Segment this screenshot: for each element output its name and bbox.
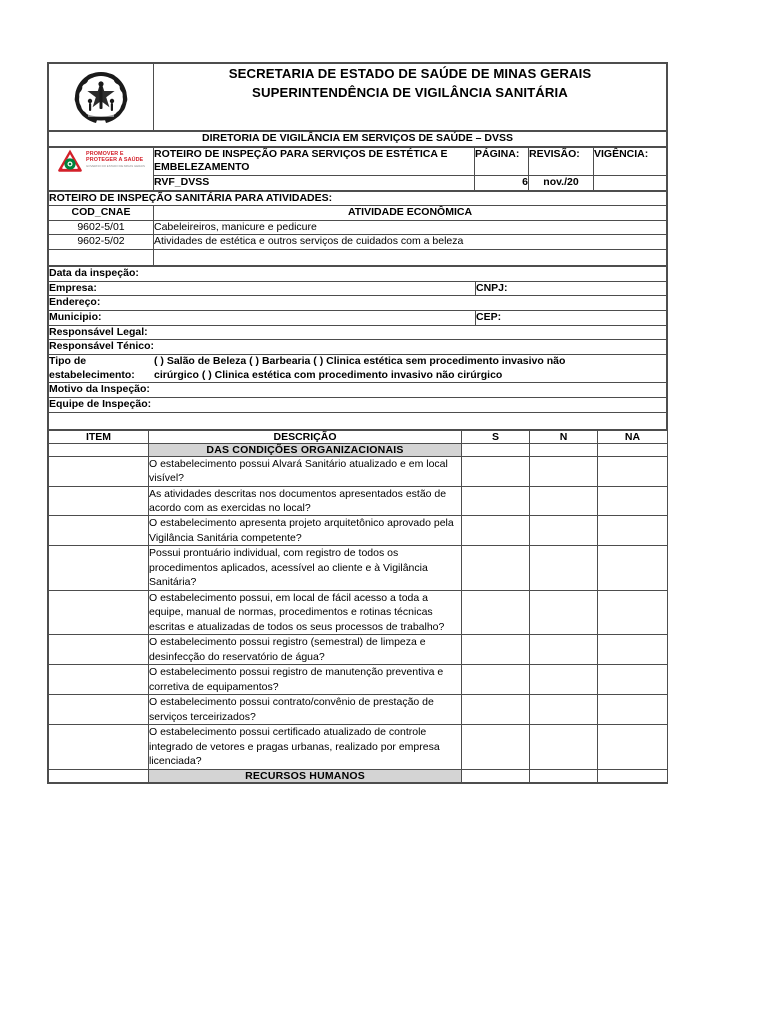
answer-cell-n[interactable] <box>530 443 598 456</box>
pagina-value: 6 <box>475 175 529 190</box>
answer-cell-na[interactable] <box>598 695 668 725</box>
field-tipo-estabelecimento[interactable] <box>49 354 667 382</box>
activities-table <box>48 191 667 267</box>
column-header-descricao: DESCRIÇÃO <box>149 430 462 443</box>
table-row <box>49 235 667 250</box>
field-row-responsavel-legal <box>49 325 667 340</box>
document-code: RVF_DVSS <box>154 175 475 190</box>
answer-cell-na[interactable] <box>598 443 668 456</box>
field-municipio[interactable]: Municipio: <box>49 311 476 326</box>
answer-cell-s[interactable] <box>462 695 530 725</box>
answer-cell-na[interactable] <box>598 769 668 782</box>
checklist-table <box>48 430 668 783</box>
item-cell[interactable] <box>49 769 149 782</box>
column-header-s: S <box>462 430 530 443</box>
item-cell[interactable] <box>49 546 149 590</box>
table-row <box>49 665 668 695</box>
answer-cell-na[interactable] <box>598 546 668 590</box>
answer-cell-n[interactable] <box>530 486 598 516</box>
tipo-label-line-2: estabelecimento: <box>49 368 135 381</box>
cnae-activity: Atividades de estética e outros serviços de cuidados com a beleza <box>154 235 667 250</box>
crest-cell <box>49 64 154 131</box>
question-text: O estabelecimento possui certificado atualizado de controle integrado de vetores e pragas urbanas, realizado por empresa licenciada? <box>149 725 462 769</box>
field-data-inspecao[interactable]: Data da inspeção: <box>49 267 667 282</box>
table-row <box>49 546 668 590</box>
section-row <box>49 769 668 782</box>
checklist-header-row <box>49 430 668 443</box>
item-cell[interactable] <box>49 590 149 634</box>
question-text: O estabelecimento possui Alvará Sanitário atualizado e em local visível? <box>149 456 462 486</box>
answer-cell-na[interactable] <box>598 456 668 486</box>
item-cell[interactable] <box>49 516 149 546</box>
table-row <box>49 456 668 486</box>
directorate-band-table <box>48 131 667 147</box>
answer-cell-n[interactable] <box>530 546 598 590</box>
activities-heading-row <box>49 191 667 206</box>
column-label-cod-cnae: COD_CNAE <box>49 206 154 221</box>
answer-cell-n[interactable] <box>530 769 598 782</box>
column-label-revisao: REVISÃO: <box>529 147 594 175</box>
directorate-band: DIRETORIA DE VIGILÂNCIA EM SERVIÇOS DE SAÚDE – DVSS <box>49 132 667 147</box>
answer-cell-s[interactable] <box>462 486 530 516</box>
field-cnpj[interactable]: CNPJ: <box>476 281 667 296</box>
item-cell[interactable] <box>49 486 149 516</box>
table-row <box>49 220 667 235</box>
answer-cell-n[interactable] <box>530 516 598 546</box>
directorate-band-row <box>49 132 667 147</box>
masthead-table <box>48 63 667 131</box>
field-row-empresa <box>49 281 667 296</box>
item-cell[interactable] <box>49 456 149 486</box>
answer-cell-n[interactable] <box>530 725 598 769</box>
table-row <box>49 250 667 266</box>
answer-cell-n[interactable] <box>530 456 598 486</box>
answer-cell-na[interactable] <box>598 665 668 695</box>
answer-cell-na[interactable] <box>598 516 668 546</box>
logo-subtext: GOVERNO DO ESTADO DE MINAS GERAIS <box>86 163 145 168</box>
column-header-na: NA <box>598 430 668 443</box>
table-row <box>49 516 668 546</box>
answer-cell-s[interactable] <box>462 456 530 486</box>
item-cell[interactable] <box>49 635 149 665</box>
field-responsavel-legal[interactable]: Responsável Legal: <box>49 325 667 340</box>
cnae-activity: Cabeleireiros, manicure e pedicure <box>154 220 667 235</box>
logo-cell <box>49 147 154 190</box>
question-text: O estabelecimento possui, em local de fácil acesso a toda a equipe, manual de normas, procedimentos e rotinas técnicas escritas e atualizadas de todos os seus processos de trabalho? <box>149 590 462 634</box>
question-text: O estabelecimento apresenta projeto arquitetônico aprovado pela Vigilância Sanitária competente? <box>149 516 462 546</box>
field-row-endereco <box>49 296 667 311</box>
field-row-motivo-inspecao <box>49 383 667 398</box>
question-text: O estabelecimento possui registro de manutenção preventiva e corretiva de equipamentos? <box>149 665 462 695</box>
table-row <box>49 635 668 665</box>
answer-cell-n[interactable] <box>530 635 598 665</box>
field-responsavel-tecnico[interactable]: Responsável Ténico: <box>49 340 667 355</box>
answer-cell-n[interactable] <box>530 590 598 634</box>
field-equipe-inspecao[interactable]: Equipe de Inspeção: <box>49 397 667 412</box>
form-fields-table <box>48 266 667 429</box>
question-text: O estabelecimento possui registro (semestral) de limpeza e desinfecção do reservatório de água? <box>149 635 462 665</box>
answer-cell-s[interactable] <box>462 635 530 665</box>
section-title: RECURSOS HUMANOS <box>149 769 462 782</box>
answer-cell-s[interactable] <box>462 546 530 590</box>
field-row-tipo-estabelecimento <box>49 354 667 382</box>
spacer-cell <box>49 412 667 429</box>
answer-cell-n[interactable] <box>530 665 598 695</box>
answer-cell-na[interactable] <box>598 590 668 634</box>
item-cell[interactable] <box>49 665 149 695</box>
question-text: Possui prontuário individual, com registro de todos os procedimentos aplicados, acessível ao cliente e à Vigilância Sanitária? <box>149 546 462 590</box>
column-label-pagina: PÁGINA: <box>475 147 529 175</box>
question-text: O estabelecimento possui contrato/convênio de prestação de serviços terceirizados? <box>149 695 462 725</box>
identification-table <box>48 147 667 191</box>
answer-cell-na[interactable] <box>598 635 668 665</box>
column-header-item: ITEM <box>49 430 149 443</box>
answer-cell-s[interactable] <box>462 590 530 634</box>
masthead-line-2: SUPERINTENDÊNCIA DE VIGILÂNCIA SANITÁRIA <box>252 85 568 101</box>
section-title: DAS CONDIÇÕES ORGANIZACIONAIS <box>149 443 462 456</box>
masthead-titles <box>154 64 667 131</box>
minas-gerais-coat-of-arms-icon <box>70 68 132 126</box>
spacer-row <box>49 412 667 429</box>
field-row-equipe-inspecao <box>49 397 667 412</box>
identification-header-row <box>49 147 667 175</box>
answer-cell-s[interactable] <box>462 725 530 769</box>
field-empresa[interactable]: Empresa: <box>49 281 476 296</box>
field-row-municipio <box>49 311 667 326</box>
cnae-code: 9602-5/02 <box>49 235 154 250</box>
answer-cell-s[interactable] <box>462 516 530 546</box>
field-motivo-inspecao[interactable]: Motivo da Inspeção: <box>49 383 667 398</box>
table-row <box>49 725 668 769</box>
masthead-row <box>49 64 667 131</box>
tipo-label-line-1: Tipo de <box>49 354 87 367</box>
activities-header-row <box>49 206 667 221</box>
answer-cell-n[interactable] <box>530 695 598 725</box>
document-title: ROTEIRO DE INSPEÇÃO PARA SERVIÇOS DE ESTÉTICA E EMBELEZAMENTO <box>154 147 475 175</box>
item-cell[interactable] <box>49 695 149 725</box>
table-row <box>49 590 668 634</box>
column-label-vigencia: VIGÊNCIA: <box>594 147 667 175</box>
logo-text-line-2: PROTEGER A SAÚDE <box>86 157 144 164</box>
column-label-atividade-economica: ATIVIDADE ECONÔMICA <box>154 206 667 221</box>
promover-proteger-saude-logo-icon <box>57 148 83 173</box>
revisao-value: nov./20 <box>529 175 594 190</box>
column-header-n: N <box>530 430 598 443</box>
inspection-form <box>47 62 668 784</box>
vigencia-value[interactable] <box>594 175 667 190</box>
field-row-responsavel-tecnico <box>49 340 667 355</box>
cnae-code: 9602-5/01 <box>49 220 154 235</box>
field-cep[interactable]: CEP: <box>476 311 667 326</box>
field-endereco[interactable]: Endereço: <box>49 296 667 311</box>
answer-cell-na[interactable] <box>598 486 668 516</box>
section-row <box>49 443 668 456</box>
table-row <box>49 486 668 516</box>
answer-cell-s[interactable] <box>462 665 530 695</box>
cnae-code[interactable] <box>49 250 154 266</box>
answer-cell-s[interactable] <box>462 769 530 782</box>
cnae-activity[interactable] <box>154 250 667 266</box>
answer-cell-na[interactable] <box>598 725 668 769</box>
logo-text-line-1: PROMOVER E <box>86 151 124 158</box>
tipo-options-line-2: cirúrgico ( ) Clinica estética com procedimento invasivo não cirúrgico <box>154 368 503 381</box>
answer-cell-s[interactable] <box>462 443 530 456</box>
masthead-line-1: SECRETARIA DE ESTADO DE SAÚDE DE MINAS GERAIS <box>228 66 592 81</box>
item-cell[interactable] <box>49 725 149 769</box>
item-cell[interactable] <box>49 443 149 456</box>
question-text: As atividades descritas nos documentos apresentados estão de acordo com as exercidas no local? <box>149 486 462 516</box>
field-row-data-inspecao <box>49 267 667 282</box>
table-row <box>49 695 668 725</box>
activities-heading: ROTEIRO DE INSPEÇÃO SANITÁRIA PARA ATIVIDADES: <box>49 191 667 206</box>
tipo-options-line-1: ( ) Salão de Beleza ( ) Barbearia ( ) Clinica estética sem procedimento invasivo não <box>154 354 566 367</box>
